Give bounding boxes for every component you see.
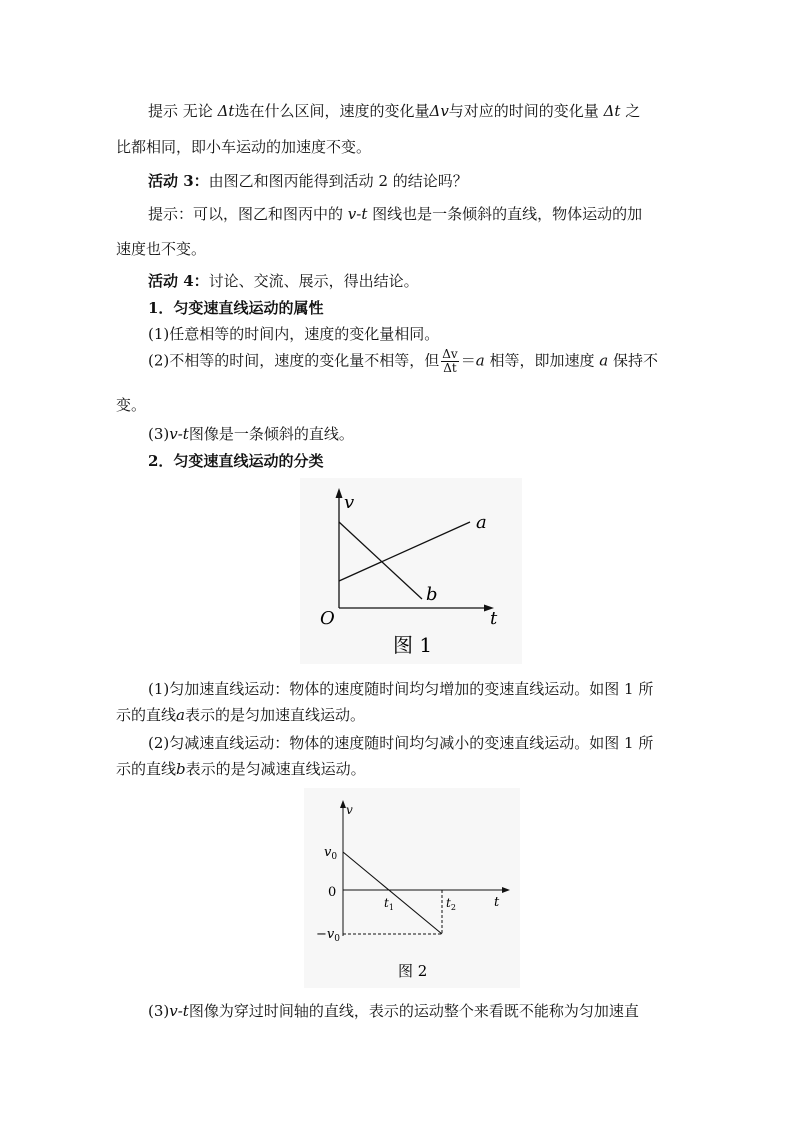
property-item-1: (1)任意相等的时间内，速度的变化量相同。 bbox=[148, 325, 440, 343]
figure-2-background bbox=[304, 788, 520, 988]
hint-label: 提示 bbox=[148, 102, 179, 120]
fraction-dv-dt: $\frac{\Delta v}{\Delta t}$ bbox=[442, 347, 458, 375]
v-axis-label: v bbox=[344, 492, 355, 513]
class-item-1-cont: 示的直线a表示的是匀加速直线运动。 bbox=[116, 706, 365, 724]
v-axis-label: v bbox=[346, 803, 353, 817]
figure-1-vt-graph bbox=[300, 478, 522, 664]
line-b-label: b bbox=[426, 584, 438, 605]
t-axis-label: t bbox=[490, 608, 498, 629]
hint-paragraph-1: 提示 无论 Δt选在什么区间，速度的变化量Δv与对应的时间的变化量 Δt 之 bbox=[148, 102, 641, 120]
figure-2-caption: 图 2 bbox=[398, 962, 428, 980]
class-item-2: (2)匀减速直线运动：物体的速度随时间均匀减小的变速直线运动。如图 1 所 bbox=[148, 734, 654, 752]
v0-label: $v_0$ bbox=[324, 845, 338, 862]
property-item-2-cont: 变。 bbox=[116, 396, 147, 414]
zero-label: 0 bbox=[328, 885, 337, 900]
section-heading-2: 2．匀变速直线运动的分类 bbox=[148, 452, 324, 470]
activity-4: 活动 4：讨论、交流、展示，得出结论。 bbox=[148, 272, 419, 290]
activity-3: 活动 3：由图乙和图丙能得到活动 2 的结论吗？ bbox=[148, 172, 468, 190]
t2-label: $t_2$ bbox=[446, 896, 456, 912]
section-heading-1: 1．匀变速直线运动的属性 bbox=[148, 299, 324, 317]
property-item-3: (3)v-t图像是一条倾斜的直线。 bbox=[148, 425, 354, 443]
line-a-label: a bbox=[476, 512, 487, 533]
hint-paragraph-2-cont: 速度也不变。 bbox=[116, 240, 207, 258]
hint-paragraph-1-cont: 比都相同，即小车运动的加速度不变。 bbox=[116, 138, 372, 156]
class-item-2-cont: 示的直线b表示的是匀减速直线运动。 bbox=[116, 760, 366, 778]
t-axis-label: t bbox=[494, 895, 500, 910]
figure-2-vt-graph bbox=[304, 788, 520, 988]
property-item-2: (2)不相等的时间，速度的变化量不相等，但 $\frac{\Delta v}{\Delta t}$ ＝a 相等，即加速度 a 保持不 bbox=[148, 347, 658, 375]
class-item-1: (1)匀加速直线运动：物体的速度随时间均匀增加的变速直线运动。如图 1 所 bbox=[148, 680, 654, 698]
figure-1-caption: 图 1 bbox=[393, 633, 433, 657]
hint-paragraph-2: 提示：可以，图乙和图丙中的 v-t 图线也是一条倾斜的直线，物体运动的加 bbox=[148, 205, 643, 223]
t1-label: $t_1$ bbox=[384, 896, 394, 912]
class-item-3: (3)v-t图像为穿过时间轴的直线，表示的运动整个来看既不能称为匀加速直 bbox=[148, 1002, 639, 1020]
neg-v0-label: $-v_0$ bbox=[316, 927, 340, 944]
origin-label: O bbox=[320, 608, 335, 629]
